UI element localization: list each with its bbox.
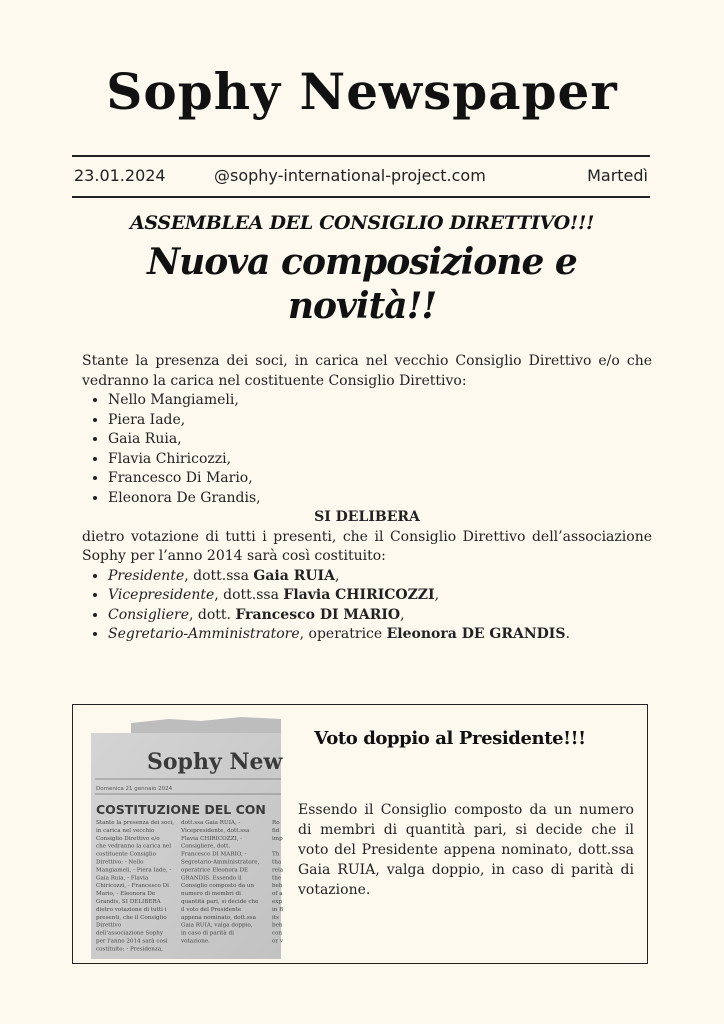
clipping-line: dott.ssa Gaia RUIA, -	[181, 820, 241, 826]
clipping-line: costituente Consiglio	[96, 851, 156, 858]
role-end: ,	[400, 606, 405, 623]
clipping-line: beh	[272, 883, 283, 890]
clipping-line: appena nominato, dott.ssa	[181, 914, 256, 921]
role-person: Eleonora DE GRANDIS	[386, 626, 566, 642]
site-handle: @sophy-international-project.com	[214, 166, 486, 185]
clipping-line: Consiglio Direttivo e/o	[96, 835, 160, 842]
clipping-line: Flavia CHIRICOZZI, -	[181, 835, 243, 842]
issue-date: 23.01.2024	[74, 166, 166, 185]
role-person: Francesco DI MARIO	[235, 606, 401, 623]
member-item: • Nello Mangiameli,	[108, 391, 652, 411]
clipping-line: Th	[272, 851, 280, 858]
clipping-line: tha	[272, 859, 282, 866]
clipping-line: che vedranno la carica nel	[96, 843, 172, 850]
clipping-line: or v	[272, 938, 283, 945]
article-body	[82, 352, 652, 645]
clipping-line: of a	[272, 891, 283, 898]
clipping-line: operatrice Eleonora DE	[181, 867, 249, 874]
issue-weekday: Martedì	[587, 166, 648, 185]
role-item	[108, 586, 652, 606]
masthead-title: Sophy Newspaper	[106, 62, 618, 121]
role-title: Presidente	[108, 567, 185, 584]
role-title: Vicepresidente	[108, 587, 215, 603]
clipping-column-3	[272, 820, 284, 945]
clipping-line: Gaia Ruia, - Flavia	[96, 875, 149, 882]
role-end: .	[565, 626, 570, 642]
clipping-line: imp	[272, 835, 283, 842]
roles-list	[82, 567, 652, 645]
clipping-line: quantità pari, si decide che	[181, 899, 259, 905]
resolution-heading: SI DELIBERA	[314, 509, 420, 525]
clipping-line: in caso di parità di	[181, 930, 234, 937]
clipping-line: votazione.	[181, 938, 210, 945]
clipping-line: fid	[272, 827, 280, 834]
role-honorific: , operatrice	[299, 626, 387, 642]
clipping-line: Mangiameli, - Piera Iade, -	[96, 867, 172, 874]
article-intro: Stante la presenza dei soci, in carica nel vecchio Consiglio Direttivo e/o che vedranno la carica nel costituente Consiglio Direttivo:	[82, 353, 652, 389]
dateline	[74, 166, 648, 188]
clipping-line: beh	[272, 922, 283, 929]
members-list	[82, 391, 652, 508]
clipping-line: con	[272, 930, 283, 937]
clipping-line: numero di membri di	[181, 891, 241, 898]
clipping-line: Chiricozzi, - Francesco Di	[96, 883, 169, 890]
clipping-date: Domenica 21 gennaio 2024	[96, 786, 173, 792]
role-item	[108, 625, 652, 645]
headline: Nuova composizione e novità!!	[147, 241, 577, 327]
clipping-line: Direttivo	[96, 922, 122, 929]
clipping-line: Consiglio composto da un	[181, 883, 255, 890]
bottom-rule	[72, 196, 650, 198]
clipping-line: Vicepresidente, dott.ssa	[181, 827, 250, 834]
article-after: dietro votazione di tutti i presenti, che il Consiglio Direttivo dell’associazione Sophy per l’anno 2014 sarà così costituito:	[82, 528, 652, 564]
clipping-line: exp	[272, 899, 283, 905]
clipping-line: Stante la presenza dei soci,	[96, 820, 175, 826]
member-item: • Gaia Ruia,	[108, 430, 652, 450]
clipping-line: Gaia RUIA, valga doppio,	[181, 922, 253, 929]
kicker: ASSEMBLEA DEL CONSIGLIO DIRETTIVO!!!	[129, 212, 595, 234]
role-end: ,	[334, 567, 340, 584]
member-item: • Eleonora De Grandis,	[108, 489, 652, 509]
clipping-line: il voto del Presidente	[181, 906, 242, 913]
clipping-line: the	[272, 875, 282, 882]
clipping-line: in B	[272, 906, 284, 913]
clipping-headline: COSTITUZIONE DEL CON	[96, 802, 266, 817]
role-title: Consigliere	[108, 606, 189, 623]
top-rule	[72, 155, 650, 157]
clipping-line: GRANDIS. Essendo il	[181, 875, 242, 882]
clipping-line: Segretario-Amministratore,	[181, 859, 260, 866]
clipping-line: Direttivo: - Nello	[96, 859, 144, 866]
member-item: • Piera Iade,	[108, 411, 652, 431]
role-end: ,	[434, 587, 440, 603]
newspaper-clipping-image	[91, 711, 284, 959]
member-item: • Francesco Di Mario,	[108, 469, 652, 489]
clipping-line: Francesco DI MARIO, -	[181, 851, 247, 858]
clipping-line: Grandis, SI DELIBERA	[96, 899, 161, 905]
clipping-line: its	[272, 914, 279, 921]
sidebar-title: Voto doppio al Presidente!!!	[314, 728, 586, 749]
role-honorific: , dott.ssa	[184, 567, 254, 584]
clipping-line: dietro votazione di tutti i	[96, 906, 167, 913]
clipping-masthead: Sophy New	[147, 749, 283, 775]
clipping-line: costituito: - Presidenza,	[96, 946, 163, 953]
clipping-line: dell'associazione Sophy	[96, 930, 164, 937]
role-item	[108, 606, 652, 626]
member-item: • Flavia Chiricozzi,	[108, 450, 652, 470]
clipping-line: Mario, - Eleonora De	[96, 891, 156, 898]
clipping-line: per l'anno 2014 sarà così	[96, 938, 168, 945]
sidebar-text: Essendo il Consiglio composto da un numero di membri di quantità pari, si decide che il voto del Presidente appena nominato, dott.ssa Gaia RUIA, valga doppio, in caso di parità di votazione.	[298, 802, 634, 898]
clipping-line: presenti, che il Consiglio	[96, 914, 167, 921]
role-honorific: , dott.	[189, 606, 236, 623]
clipping-line: rela	[272, 867, 284, 874]
clipping-line: Ro	[272, 820, 280, 826]
clipping-line: Consigliere, dott.	[181, 843, 231, 850]
clipping-line: in carica nel vecchio	[96, 827, 155, 834]
role-item	[108, 567, 652, 587]
role-honorific: , dott.ssa	[214, 587, 284, 603]
role-person: Gaia RUIA	[253, 567, 335, 584]
role-title: Segretario-Amministratore	[108, 626, 300, 642]
role-person: Flavia CHIRICOZZI	[283, 587, 435, 603]
